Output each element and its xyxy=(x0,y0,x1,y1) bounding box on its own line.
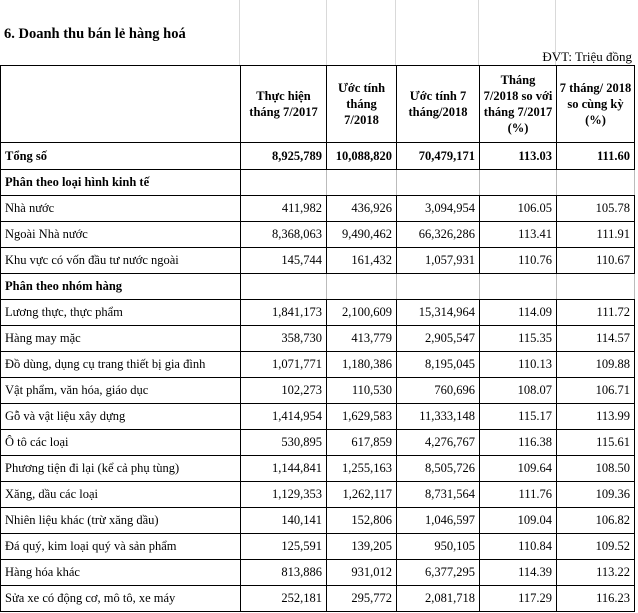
cell-value: 358,730 xyxy=(241,326,327,352)
cell-value: 760,696 xyxy=(397,378,480,404)
cell-value: 950,105 xyxy=(397,534,480,560)
cell-value: 436,926 xyxy=(327,196,397,222)
cell-value: 9,490,462 xyxy=(327,222,397,248)
cell-value: 111.60 xyxy=(557,143,635,170)
row-label: Vật phẩm, văn hóa, giáo dục xyxy=(1,378,241,404)
cell-value: 109.64 xyxy=(480,456,557,482)
cell-value: 110.84 xyxy=(480,534,557,560)
cell-value: 105.78 xyxy=(557,196,635,222)
cell-value: 8,925,789 xyxy=(241,143,327,170)
unit-label: ĐVT: Triệu đồng xyxy=(542,49,632,64)
table-row xyxy=(1,196,635,222)
empty-cell xyxy=(241,170,327,196)
row-label: Nhà nước xyxy=(1,196,241,222)
cell-value: 108.50 xyxy=(557,456,635,482)
cell-value: 140,141 xyxy=(241,508,327,534)
cell-value: 145,744 xyxy=(241,248,327,274)
cell-value: 1,129,353 xyxy=(241,482,327,508)
header-corner xyxy=(1,66,241,143)
row-label: Đồ dùng, dụng cụ trang thiết bị gia đình xyxy=(1,352,241,378)
cell-value: 110.67 xyxy=(557,248,635,274)
row-label: Tổng số xyxy=(1,143,241,170)
cell-value: 116.38 xyxy=(480,430,557,456)
cell-value: 1,414,954 xyxy=(241,404,327,430)
cell-value: 1,841,173 xyxy=(241,300,327,326)
cell-value: 1,046,597 xyxy=(397,508,480,534)
cell-value: 1,255,163 xyxy=(327,456,397,482)
header-row xyxy=(1,66,635,143)
cell-value: 1,629,583 xyxy=(327,404,397,430)
gridline xyxy=(478,0,479,66)
cell-value: 117.29 xyxy=(480,586,557,612)
cell-value: 110,530 xyxy=(327,378,397,404)
cell-value: 411,982 xyxy=(241,196,327,222)
table-row xyxy=(1,300,635,326)
row-label: Hàng may mặc xyxy=(1,326,241,352)
cell-value: 106.82 xyxy=(557,508,635,534)
cell-value: 813,886 xyxy=(241,560,327,586)
section-header-row xyxy=(1,274,635,300)
cell-value: 1,262,117 xyxy=(327,482,397,508)
row-label: Xăng, dầu các loại xyxy=(1,482,241,508)
row-label: Gỗ và vật liệu xây dựng xyxy=(1,404,241,430)
empty-cell xyxy=(480,170,557,196)
table-row xyxy=(1,586,635,612)
header-jul-yoy-percent: Tháng 7/2018 so với tháng 7/2017 (%) xyxy=(480,66,557,143)
header-estimate-7m-2018: Ước tính 7 tháng/2018 xyxy=(397,66,480,143)
cell-value: 2,100,609 xyxy=(327,300,397,326)
header-actual-jul-2017: Thực hiện tháng 7/2017 xyxy=(241,66,327,143)
gridline xyxy=(239,0,240,66)
section-title: Phân theo nhóm hàng xyxy=(1,274,241,300)
gridline xyxy=(326,0,327,66)
table-row xyxy=(1,404,635,430)
cell-value: 108.07 xyxy=(480,378,557,404)
cell-value: 8,195,045 xyxy=(397,352,480,378)
empty-cell xyxy=(241,274,327,300)
cell-value: 111.91 xyxy=(557,222,635,248)
cell-value: 10,088,820 xyxy=(327,143,397,170)
table-body xyxy=(1,143,635,612)
cell-value: 617,859 xyxy=(327,430,397,456)
cell-value: 113.99 xyxy=(557,404,635,430)
cell-value: 106.05 xyxy=(480,196,557,222)
table-row xyxy=(1,222,635,248)
empty-cell xyxy=(397,170,480,196)
cell-value: 161,432 xyxy=(327,248,397,274)
cell-value: 1,144,841 xyxy=(241,456,327,482)
cell-value: 110.76 xyxy=(480,248,557,274)
cell-value: 8,731,564 xyxy=(397,482,480,508)
empty-cell xyxy=(327,170,397,196)
table-row xyxy=(1,508,635,534)
row-label: Hàng hóa khác xyxy=(1,560,241,586)
table-row xyxy=(1,560,635,586)
cell-value: 109.04 xyxy=(480,508,557,534)
cell-value: 114.57 xyxy=(557,326,635,352)
row-label: Nhiên liệu khác (trừ xăng dầu) xyxy=(1,508,241,534)
section-title: Phân theo loại hình kinh tế xyxy=(1,170,241,196)
cell-value: 116.23 xyxy=(557,586,635,612)
cell-value: 70,479,171 xyxy=(397,143,480,170)
cell-value: 1,057,931 xyxy=(397,248,480,274)
row-label: Sửa xe có động cơ, mô tô, xe máy xyxy=(1,586,241,612)
cell-value: 66,326,286 xyxy=(397,222,480,248)
empty-cell xyxy=(480,274,557,300)
row-label: Ngoài Nhà nước xyxy=(1,222,241,248)
cell-value: 295,772 xyxy=(327,586,397,612)
cell-value: 113.41 xyxy=(480,222,557,248)
retail-revenue-table xyxy=(0,65,635,612)
cell-value: 15,314,964 xyxy=(397,300,480,326)
gridline xyxy=(395,0,396,66)
table-row xyxy=(1,456,635,482)
table-row xyxy=(1,378,635,404)
cell-value: 110.13 xyxy=(480,352,557,378)
table-row xyxy=(1,248,635,274)
row-label: Lương thực, thực phẩm xyxy=(1,300,241,326)
empty-cell xyxy=(557,170,635,196)
section-header-row xyxy=(1,170,635,196)
row-label: Khu vực có vốn đầu tư nước ngoài xyxy=(1,248,241,274)
table-row xyxy=(1,430,635,456)
cell-value: 413,779 xyxy=(327,326,397,352)
empty-cell xyxy=(397,274,480,300)
header-estimate-jul-2018: Ước tính tháng 7/2018 xyxy=(327,66,397,143)
empty-cell xyxy=(327,274,397,300)
cell-value: 102,273 xyxy=(241,378,327,404)
table-row xyxy=(1,326,635,352)
cell-value: 111.72 xyxy=(557,300,635,326)
cell-value: 111.76 xyxy=(480,482,557,508)
cell-value: 6,377,295 xyxy=(397,560,480,586)
total-row xyxy=(1,143,635,170)
cell-value: 152,806 xyxy=(327,508,397,534)
cell-value: 252,181 xyxy=(241,586,327,612)
cell-value: 8,505,726 xyxy=(397,456,480,482)
cell-value: 139,205 xyxy=(327,534,397,560)
cell-value: 4,276,767 xyxy=(397,430,480,456)
cell-value: 530,895 xyxy=(241,430,327,456)
table-row xyxy=(1,534,635,560)
cell-value: 113.03 xyxy=(480,143,557,170)
cell-value: 113.22 xyxy=(557,560,635,586)
cell-value: 115.17 xyxy=(480,404,557,430)
row-label: Ô tô các loại xyxy=(1,430,241,456)
cell-value: 106.71 xyxy=(557,378,635,404)
row-label: Phương tiện đi lại (kể cả phụ tùng) xyxy=(1,456,241,482)
cell-value: 1,071,771 xyxy=(241,352,327,378)
cell-value: 115.35 xyxy=(480,326,557,352)
cell-value: 109.88 xyxy=(557,352,635,378)
cell-value: 931,012 xyxy=(327,560,397,586)
cell-value: 114.39 xyxy=(480,560,557,586)
table-row xyxy=(1,482,635,508)
cell-value: 2,905,547 xyxy=(397,326,480,352)
cell-value: 3,094,954 xyxy=(397,196,480,222)
cell-value: 8,368,063 xyxy=(241,222,327,248)
empty-cell xyxy=(557,274,635,300)
cell-value: 125,591 xyxy=(241,534,327,560)
cell-value: 109.52 xyxy=(557,534,635,560)
cell-value: 114.09 xyxy=(480,300,557,326)
cell-value: 11,333,148 xyxy=(397,404,480,430)
cell-value: 109.36 xyxy=(557,482,635,508)
table-row xyxy=(1,352,635,378)
cell-value: 1,180,386 xyxy=(327,352,397,378)
cell-value: 115.61 xyxy=(557,430,635,456)
sheet-title: 6. Doanh thu bán lẻ hàng hoá xyxy=(4,26,186,42)
header-7m-yoy-percent: 7 tháng/ 2018 so cùng kỳ (%) xyxy=(557,66,635,143)
cell-value: 2,081,718 xyxy=(397,586,480,612)
row-label: Đá quý, kim loại quý và sản phẩm xyxy=(1,534,241,560)
